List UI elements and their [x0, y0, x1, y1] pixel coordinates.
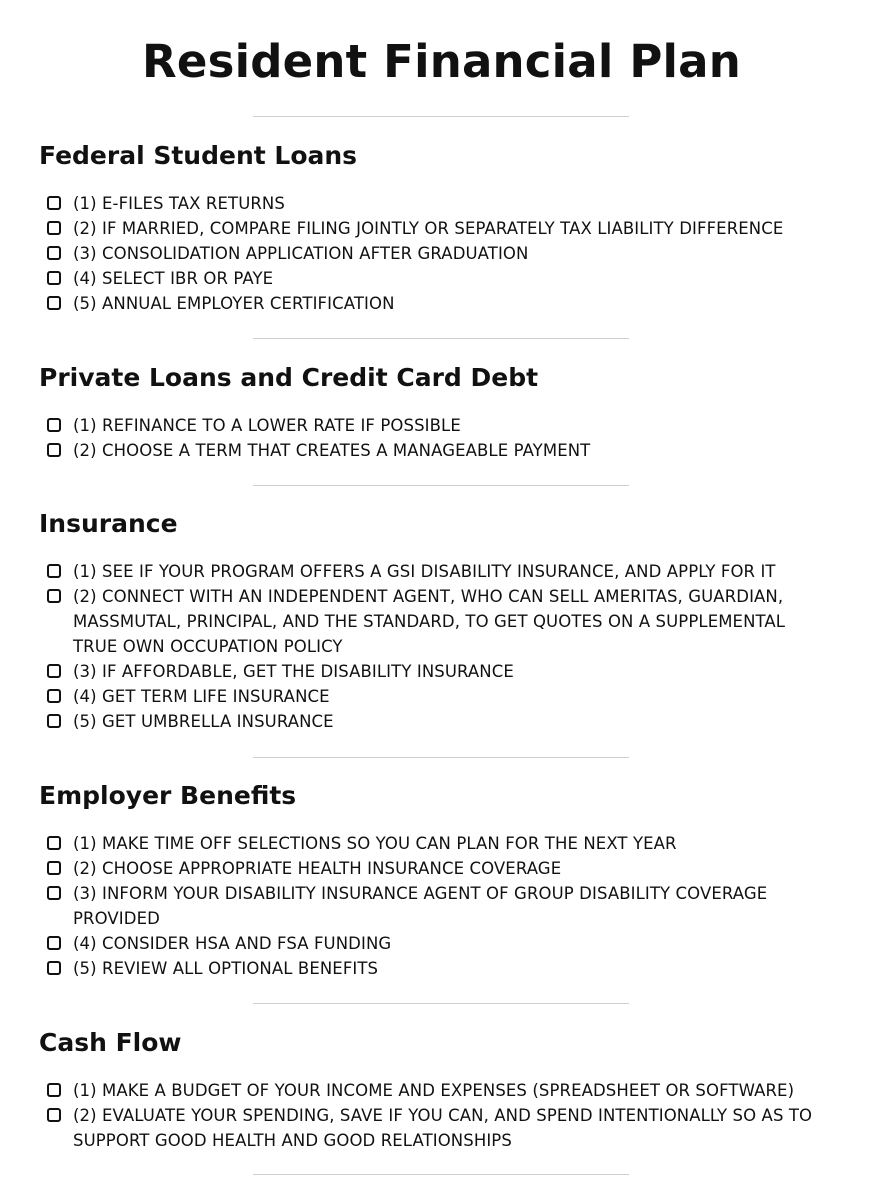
checklist-item-label: (1) MAKE A BUDGET OF YOUR INCOME AND EXPENSES (SPREADSHEET OR SOFTWARE): [73, 1081, 795, 1100]
checklist-item-label: (1) MAKE TIME OFF SELECTIONS SO YOU CAN PLAN FOR THE NEXT YEAR: [73, 834, 677, 853]
checklist-item-label: (4) GET TERM LIFE INSURANCE: [73, 687, 330, 706]
section-heading: Cash Flow: [39, 1028, 182, 1057]
checkbox[interactable]: [47, 886, 61, 900]
checklist-item: [46, 559, 846, 584]
divider: [253, 1003, 629, 1004]
checkbox[interactable]: [47, 443, 61, 457]
checklist-item: [46, 659, 846, 684]
checklist-item-label: (3) CONSOLIDATION APPLICATION AFTER GRADUATION: [73, 244, 529, 263]
checklist-item: [46, 191, 846, 216]
checklist-item-label: (2) IF MARRIED, COMPARE FILING JOINTLY OR SEPARATELY TAX LIABILITY DIFFERENCE: [73, 219, 784, 238]
checklist-item: [46, 438, 846, 463]
checkbox[interactable]: [47, 1083, 61, 1097]
page-title: Resident Financial Plan: [142, 35, 741, 88]
checkbox[interactable]: [47, 564, 61, 578]
checklist-item: [46, 584, 846, 659]
checkbox[interactable]: [47, 861, 61, 875]
checkbox[interactable]: [47, 296, 61, 310]
checklist-item: [46, 856, 846, 881]
checkbox[interactable]: [47, 714, 61, 728]
divider: [253, 485, 629, 486]
checklist-item-label: (2) CHOOSE APPROPRIATE HEALTH INSURANCE COVERAGE: [73, 859, 562, 878]
checklist-item-label: (4) CONSIDER HSA AND FSA FUNDING: [73, 934, 392, 953]
checklist-item-label: (1) SEE IF YOUR PROGRAM OFFERS A GSI DISABILITY INSURANCE, AND APPLY FOR IT: [73, 562, 776, 581]
divider: [253, 338, 629, 339]
checklist-item-label: (5) GET UMBRELLA INSURANCE: [73, 712, 334, 731]
checkbox[interactable]: [47, 689, 61, 703]
checklist-item: [46, 956, 846, 981]
checklist-item: [46, 1078, 846, 1103]
checklist-item-label: (3) IF AFFORDABLE, GET THE DISABILITY INSURANCE: [73, 662, 514, 681]
checkbox[interactable]: [47, 196, 61, 210]
checklist-item: [46, 931, 846, 956]
checkbox[interactable]: [47, 1108, 61, 1122]
section-heading: Insurance: [39, 509, 178, 538]
checkbox[interactable]: [47, 936, 61, 950]
checklist: [46, 559, 846, 734]
checklist: [46, 1078, 846, 1153]
section-heading: Employer Benefits: [39, 781, 297, 810]
section-heading: Private Loans and Credit Card Debt: [39, 363, 539, 392]
checklist-item-label: (5) ANNUAL EMPLOYER CERTIFICATION: [73, 294, 395, 313]
checklist-item: [46, 216, 846, 241]
checklist-item-label: (2) EVALUATE YOUR SPENDING, SAVE IF YOU CAN, AND SPEND INTENTIONALLY SO AS TO SUPPORT GOOD HEALTH AND GOOD RELATIONSHIPS: [73, 1106, 813, 1150]
checkbox[interactable]: [47, 836, 61, 850]
checklist-item-label: (1) REFINANCE TO A LOWER RATE IF POSSIBLE: [73, 416, 461, 435]
checklist: [46, 413, 846, 463]
section-heading: Federal Student Loans: [39, 141, 358, 170]
checklist-item: [46, 684, 846, 709]
checklist-item: [46, 266, 846, 291]
checkbox[interactable]: [47, 271, 61, 285]
checklist-item-label: (5) REVIEW ALL OPTIONAL BENEFITS: [73, 959, 379, 978]
checklist-item: [46, 881, 846, 931]
checklist-item: [46, 831, 846, 856]
checkbox[interactable]: [47, 664, 61, 678]
checklist: [46, 831, 846, 981]
divider: [253, 757, 629, 758]
checkbox[interactable]: [47, 221, 61, 235]
checkbox[interactable]: [47, 246, 61, 260]
checklist-item-label: (1) E-FILES TAX RETURNS: [73, 194, 285, 213]
checklist-item-label: (4) SELECT IBR OR PAYE: [73, 269, 274, 288]
checklist-item: [46, 291, 846, 316]
checkbox[interactable]: [47, 418, 61, 432]
checklist-item: [46, 241, 846, 266]
checkbox[interactable]: [47, 961, 61, 975]
checklist-item: [46, 1103, 846, 1153]
checklist-item-label: (3) INFORM YOUR DISABILITY INSURANCE AGENT OF GROUP DISABILITY COVERAGE PROVIDED: [73, 884, 768, 928]
divider: [253, 1174, 629, 1175]
checklist: [46, 191, 846, 316]
checklist-item-label: (2) CHOOSE A TERM THAT CREATES A MANAGEABLE PAYMENT: [73, 441, 591, 460]
divider: [253, 116, 629, 117]
checklist-item: [46, 413, 846, 438]
checkbox[interactable]: [47, 589, 61, 603]
checklist-item-label: (2) CONNECT WITH AN INDEPENDENT AGENT, WHO CAN SELL AMERITAS, GUARDIAN, MASSMUTAL, PRINCIPAL, AND THE STANDARD, TO GET QUOTES ON A SUPPLEMENTAL TRUE OWN OCCUPATION POLICY: [73, 587, 786, 656]
checklist-item: [46, 709, 846, 734]
